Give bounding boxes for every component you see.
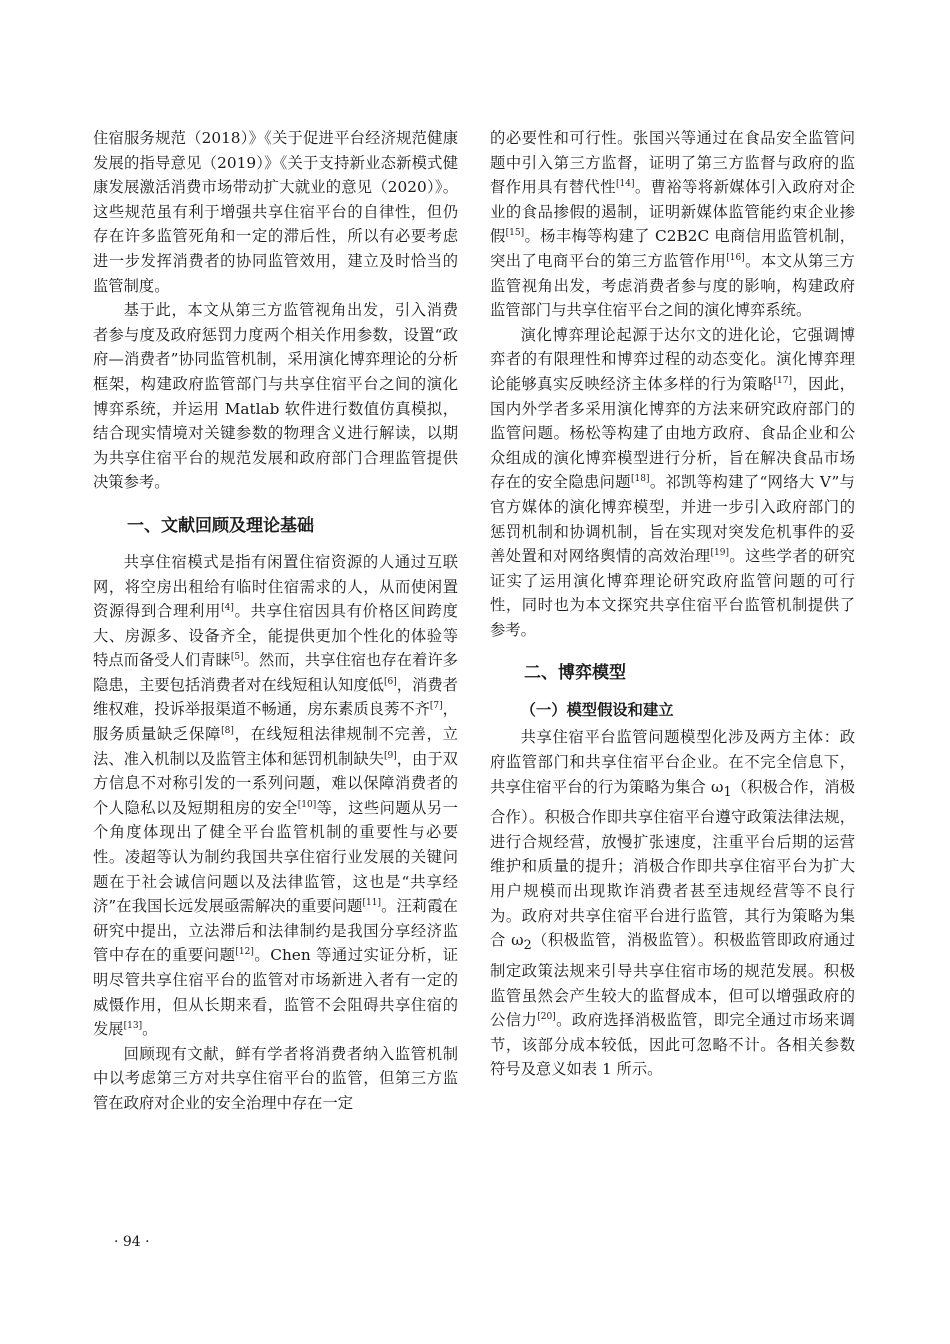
paragraph: 住宿服务规范（2018）》《关于促进平台经济规范健康发展的指导意见（2019）》《关于支持新业态新模式健康发展激活消费市场带动扩大就业的意见（2020）》。这些规范虽有利于增强共享住宿平台的自律性，但仍存在许多监管死角和一定的滞后性，所以有必要考虑进一步发挥消费者的协同监管效用，建立及时恰当的监管制度。: [93, 129, 458, 295]
paragraph: 回顾现有文献，鲜有学者将消费者纳入监管机制中以考虑第三方对共享住宿平台的监管，但第三方监管在政府对企业的安全治理中存在一定: [93, 1044, 458, 1112]
citation: [14]: [616, 179, 635, 190]
paragraph: 共享住宿模式是指有闲置住宿资源的人通过互联网，将空房出租给有临时住宿需求的人，从而使闲置资源得到合理利用[4]。共享住宿因具有价格区间跨度大、房源多、设备齐全，能提供更加个性化的体验等特点而备受人们青睐[5]。然而，共享住宿也存在着许多隐患，主要包括消费者对在线短租认知度低[6]，消费者维权难，投诉举报渠道不畅通，房东素质良莠不齐[7]，服务质量缺乏保障[8]，在线短租法律规制不完善，立法、准入机制以及监管主体和惩罚机制缺失[9]，由于双方信息不对称引发的一系列问题，难以保障消费者的个人隐私以及短期租房的安全[10]等，这些问题从另一个角度体现出了健全平台监管机制的重要性与必要性。凌超等认为制约我国共享住宿行业发展的关键问题在于社会诚信问题以及法律监管，这也是“共享经济”在我国长远发展亟需解决的重要问题[11]。汪莉霞在研究中提出，立法滞后和法律制约是我国分享经济监管中存在的重要问题[12]。Chen 等通过实证分析，证明尽管共享住宿平台的监管对市场新进入者有一定的威慑作用，但从长期来看，监管不会阻碍共享住宿的发展[13]。: [93, 552, 458, 1039]
citation: [17]: [773, 375, 792, 386]
citation: [20]: [537, 1012, 556, 1022]
left-column: [93, 126, 458, 1116]
citation: [10]: [297, 799, 317, 810]
page-number: · 94 ·: [114, 1234, 150, 1250]
paragraph: 演化博弈理论起源于达尔文的进化论，它强调博弈者的有限理性和博弈过程的动态变化。演化博弈理论能够真实反映经济主体多样的行为策略[17]，因此，国内外学者多采用演化博弈的方法来研究政府部门的监管问题。杨松等构建了由地方政府、食品企业和公众组成的演化博弈模型进行分析，旨在解决食品市场存在的安全隐患问题[18]。祁凯等构建了“网络大 V”与官方媒体的演化博弈模型，并进一步引入政府部门的惩罚机制和协调机制，旨在实现对突发危机事件的妥善处置和对网络舆情的高效治理[19]。这些学者的研究证实了运用演化博弈理论研究政府监管问题的可行性，同时也为本文探究共享住宿平台监管机制提供了参考。: [490, 325, 855, 639]
paragraph: 基于此，本文从第三方监管视角出发，引入消费者参与度及政府惩罚力度两个相关作用参数，设置“政府—消费者”协同监管机制，采用演化博弈理论的分析框架，构建政府监管部门与共享住宿平台之间的演化博弈系统，并运用 Matlab 软件进行数值仿真模拟，结合现实情境对关键参数的物理含义进行解读，以期为共享住宿平台的规范发展和政府部门合理监管提供决策参考。: [93, 301, 458, 492]
citation: [19]: [710, 548, 729, 558]
subscript: 2: [523, 938, 532, 954]
citation: [4]: [221, 603, 234, 613]
right-column: [490, 126, 855, 1082]
subsection-heading: （一）模型假设和建立: [520, 701, 674, 720]
section-heading: 一、文献回顾及理论基础: [127, 515, 314, 536]
citation: [18]: [630, 474, 650, 485]
paragraph: 共享住宿平台监管问题模型化涉及两方主体：政府监管部门和共享住宿平台企业。在不完全信息下，共享住宿平台的行为策略为集合 $\omega_1$（积极合作，消极合作）。积极合作即共享住宿平台遵守政策法律法规，进行合规经营，放慢扩张速度，注重平台后期的运营维护和质量的提升；消极合作即共享住宿平台为扩大用户规模而出现欺诈消费者甚至违规经营等不良行为。政府对共享住宿平台进行监管，其行为策略为集合 $\omega_2$（积极监管，消极监管）。积极监管即政府通过制定政策法规来引导共享住宿市场的规范发展。积极监管虽然会产生较大的监督成本，但可以增强政府的公信力[20]。政府选择消极监管，即完全通过市场来调节，该部分成本较低，因此可忽略不计。各相关参数符号及意义如表 1 所示。: [490, 728, 855, 1079]
citation: [16]: [726, 252, 745, 263]
citation: [9]: [383, 750, 397, 761]
paragraph: 的必要性和可行性。张国兴等通过在食品安全监管问题中引入第三方监督，证明了第三方监督与政府的监督作用具有替代性[14]。曹裕等将新媒体引入政府对企业的食品掺假的遏制，证明新媒体监管能约束企业掺假[15]。杨丰梅等构建了 C2B2C 电商信用监管机制，突出了电商平台的第三方监管作用[16]。本文从第三方监管视角出发，考虑消费者参与度的影响，构建政府监管部门与共享住宿平台之间的演化博弈系统。: [490, 129, 855, 320]
section-heading: 二、博弈模型: [524, 663, 626, 684]
citation: [11]: [362, 898, 382, 909]
citation: [6]: [383, 676, 397, 687]
citation: [12]: [235, 947, 254, 958]
citation: [15]: [505, 228, 525, 239]
citation: [7]: [429, 701, 443, 712]
citation: [8]: [221, 725, 234, 736]
citation: [5]: [230, 652, 244, 663]
citation: [13]: [123, 1021, 143, 1032]
subscript: 1: [723, 784, 732, 800]
